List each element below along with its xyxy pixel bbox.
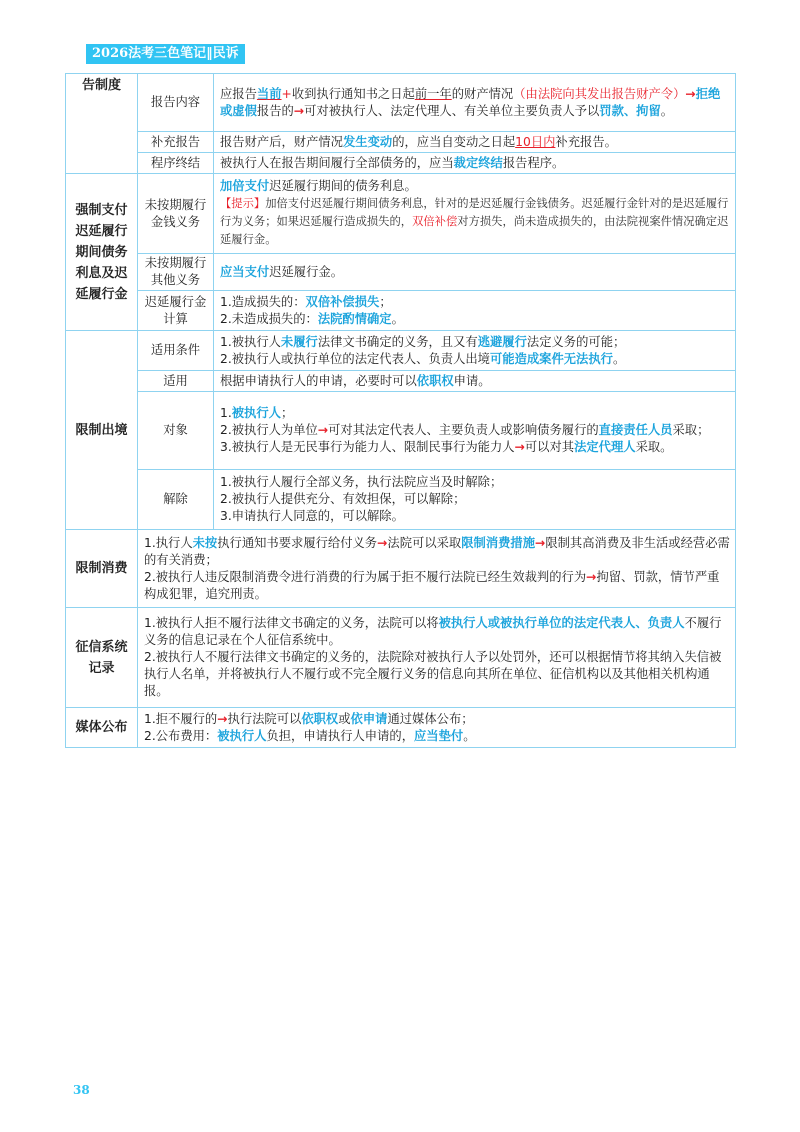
page-header: 2026法考三色笔记‖民诉 xyxy=(86,44,245,64)
media-publication: 1.拒不履行的→执行法院可以依职权或依申请通过媒体公布； 2.公布费用：被执行人负担，申请执行人申请的，应当垫付。 xyxy=(138,708,736,748)
release: 1.被执行人履行全部义务，执行法院应当及时解除； 2.被执行人提供充分、有效担保，可以解除； 3.申请执行人同意的，可以解除。 xyxy=(214,470,736,530)
category-credit-record: 征信系统记录 xyxy=(66,608,138,708)
label-delay-fee-calc: 迟延履行金计算 xyxy=(138,291,214,331)
label-supplement-report: 补充报告 xyxy=(138,132,214,153)
label-other-obligation: 未按期履行其他义务 xyxy=(138,254,214,291)
delay-fee-calc: 1.造成损失的：双倍补偿损失； 2.未造成损失的：法院酌情确定。 xyxy=(214,291,736,331)
conditions: 1.被执行人未履行法律文书确定的义务，且又有逃避履行法定义务的可能； 2.被执行人或执行单位的法定代表人、负责人出境可能造成案件无法执行。 xyxy=(214,331,736,371)
label-money-obligation: 未按期履行金钱义务 xyxy=(138,174,214,254)
category-exit-restriction: 限制出境 xyxy=(66,331,138,530)
apply: 根据申请执行人的申请，必要时可以依职权申请。 xyxy=(214,371,736,392)
category-media-publication: 媒体公布 xyxy=(66,708,138,748)
page-number: 38 xyxy=(73,1083,90,1097)
category-delay-interest: 强制支付迟延履行期间债务利息及迟延履行金 xyxy=(66,174,138,331)
notes-table xyxy=(65,73,736,748)
label-targets: 对象 xyxy=(138,392,214,470)
label-apply: 适用 xyxy=(138,371,214,392)
category-consumption-limit: 限制消费 xyxy=(66,530,138,608)
label-procedure-end: 程序终结 xyxy=(138,153,214,174)
supplement-report: 报告财产后，财产情况发生变动的，应当自变动之日起10日内补充报告。 xyxy=(214,132,736,153)
report-content: 应报告当前+收到执行通知书之日起前一年的财产情况（由法院向其发出报告财产令）→拒绝或虚假报告的→可对被执行人、法定代理人、有关单位主要负责人予以罚款、拘留。 xyxy=(214,74,736,132)
label-release: 解除 xyxy=(138,470,214,530)
consumption-limit: 1.执行人未按执行通知书要求履行给付义务→法院可以采取限制消费措施→限制其高消费及非生活或经营必需的有关消费； 2.被执行人违反限制消费令进行消费的行为属于拒不履行法院已经生效裁判的行为→拘留、罚款，情节严重构成犯罪，追究刑责。 xyxy=(138,530,736,608)
procedure-end: 被执行人在报告期间履行全部债务的，应当裁定终结报告程序。 xyxy=(214,153,736,174)
label-conditions: 适用条件 xyxy=(138,331,214,371)
tip-note: 【提示】加倍支付迟延履行期间债务利息，针对的是迟延履行金钱债务。迟延履行金针对的是迟延履行行为义务；如果迟延履行造成损失的，双倍补偿对方损失，尚未造成损失的，由法院视案件情况确定迟延履行金。 xyxy=(220,197,729,246)
credit-record: 1.被执行人拒不履行法律文书确定的义务，法院可以将被执行人或被执行单位的法定代表人、负责人不履行义务的信息记录在个人征信系统中。 2.被执行人不履行法律文书确定的义务的，法院除对被执行人予以处罚外，还可以根据情节将其纳入失信被执行人名单，并将被执行人不履行或不完全履行义务的信息向其所在单位、征信机构以及其他相关机构通报。 xyxy=(138,608,736,708)
other-obligation: 应当支付迟延履行金。 xyxy=(214,254,736,291)
category-report: 告制度 xyxy=(66,74,138,174)
targets: 1.被执行人； 2.被执行人为单位→可对其法定代表人、主要负责人或影响债务履行的直接责任人员采取； 3.被执行人是无民事行为能力人、限制民事行为能力人→可以对其法定代理人采取。 xyxy=(214,392,736,470)
label-report-content: 报告内容 xyxy=(138,74,214,132)
money-obligation: 加倍支付迟延履行期间的债务利息。 【提示】加倍支付迟延履行期间债务利息，针对的是迟延履行金钱债务。迟延履行金针对的是迟延履行行为义务；如果迟延履行造成损失的，双倍补偿对方损失，尚未造成损失的，由法院视案件情况确定迟延履行金。 xyxy=(214,174,736,254)
